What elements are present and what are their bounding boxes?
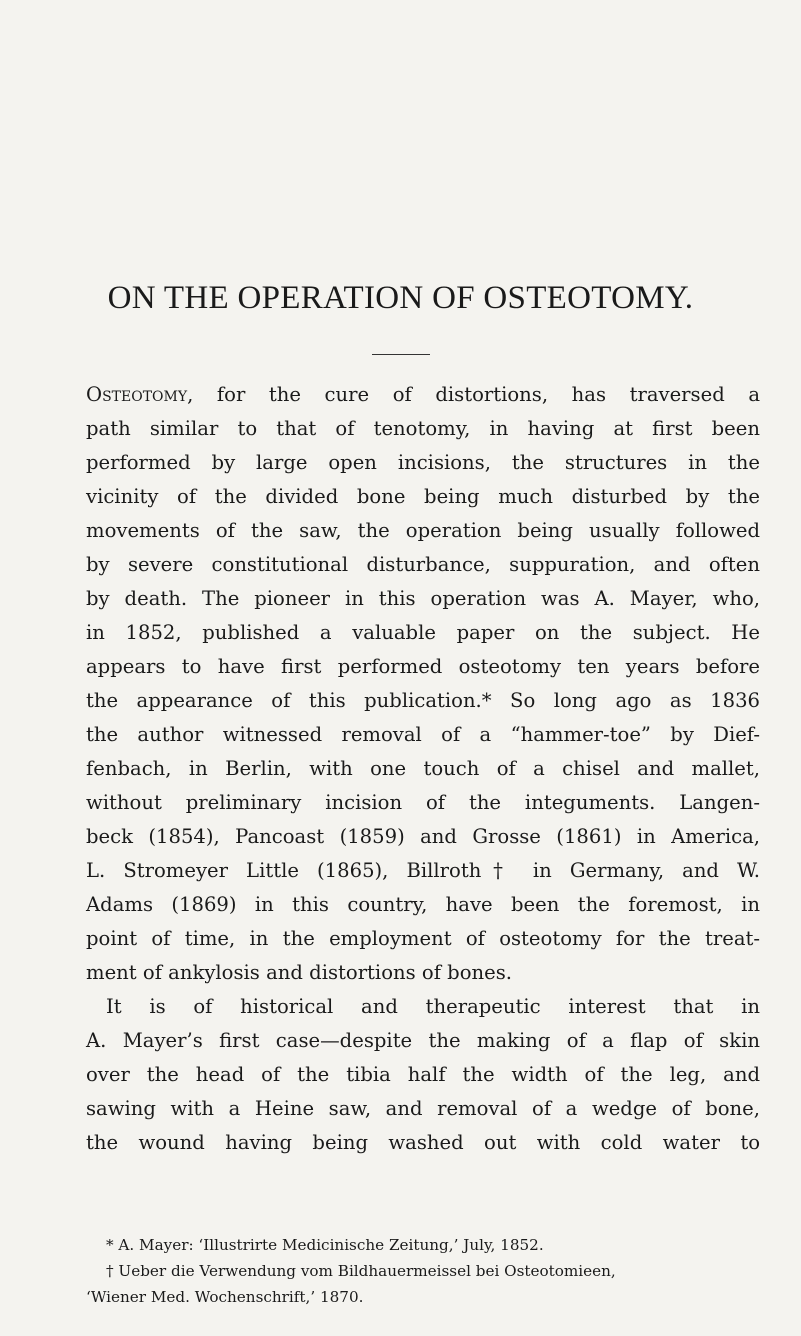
paragraph-line: Adams (1869) in this country, have been the foremost, in: [86, 893, 760, 916]
paragraph-line: point of time, in the employment of osteotomy for the treat-: [86, 927, 760, 950]
title-rule: [372, 354, 430, 355]
paragraph-line: appears to have first performed osteotomy ten years before: [86, 655, 760, 678]
paragraph-line: the author witnessed removal of a “hammer-toe” by Dief-: [86, 723, 760, 746]
paragraph-line: vicinity of the divided bone being much disturbed by the: [86, 485, 760, 508]
paragraph-line: by death. The pioneer in this operation was A. Mayer, who,: [86, 587, 760, 610]
paragraph-line: fenbach, in Berlin, with one touch of a chisel and mallet,: [86, 757, 760, 780]
chapter-title: ON THE OPERATION OF OSTEOTOMY.: [107, 280, 694, 316]
lead-word: Osteotomy,: [86, 383, 194, 406]
paragraph-line: movements of the saw, the operation being usually followed: [86, 519, 760, 542]
footnotes: [86, 1232, 760, 1310]
paragraph-line: over the head of the tibia half the width of the leg, and: [86, 1063, 760, 1086]
paragraph-line: performed by large open incisions, the structures in the: [86, 451, 760, 474]
paragraph-line: in 1852, published a valuable paper on the subject. He: [86, 621, 760, 644]
paragraph-line: without preliminary incision of the integuments. Langen-: [86, 791, 760, 814]
paragraph-line: the appearance of this publication.* So long ago as 1836: [86, 689, 760, 712]
paragraph-line: A. Mayer’s first case—despite the making of a flap of skin: [86, 1029, 760, 1052]
paragraph-line: the wound having being washed out with cold water to: [86, 1131, 760, 1154]
paragraph-line: by severe constitutional disturbance, suppuration, and often: [86, 553, 760, 576]
footnote: * A. Mayer: ‘Illustrirte Medicinische Zeitung,’ July, 1852.: [106, 1236, 544, 1254]
footnote: † Ueber die Verwendung vom Bildhauermeissel bei Osteotomieen,: [106, 1262, 616, 1280]
paragraph-line: It is of historical and therapeutic interest that in: [106, 995, 760, 1018]
line-text: for the cure of distortions, has traversed a: [193, 383, 760, 406]
paragraph-line: ment of ankylosis and distortions of bones.: [86, 961, 513, 984]
footnote: ‘Wiener Med. Wochenschrift,’ 1870.: [86, 1288, 364, 1306]
paragraph-line: path similar to that of tenotomy, in having at first been: [86, 417, 760, 440]
paragraph-line: sawing with a Heine saw, and removal of a wedge of bone,: [86, 1097, 760, 1120]
paragraph-line: beck (1854), Pancoast (1859) and Grosse (1861) in America,: [86, 825, 760, 848]
paragraph-line: L. Stromeyer Little (1865), Billroth† in Germany, and W.: [86, 859, 760, 882]
body-text: [86, 378, 760, 1160]
paragraph-line: [86, 378, 760, 412]
